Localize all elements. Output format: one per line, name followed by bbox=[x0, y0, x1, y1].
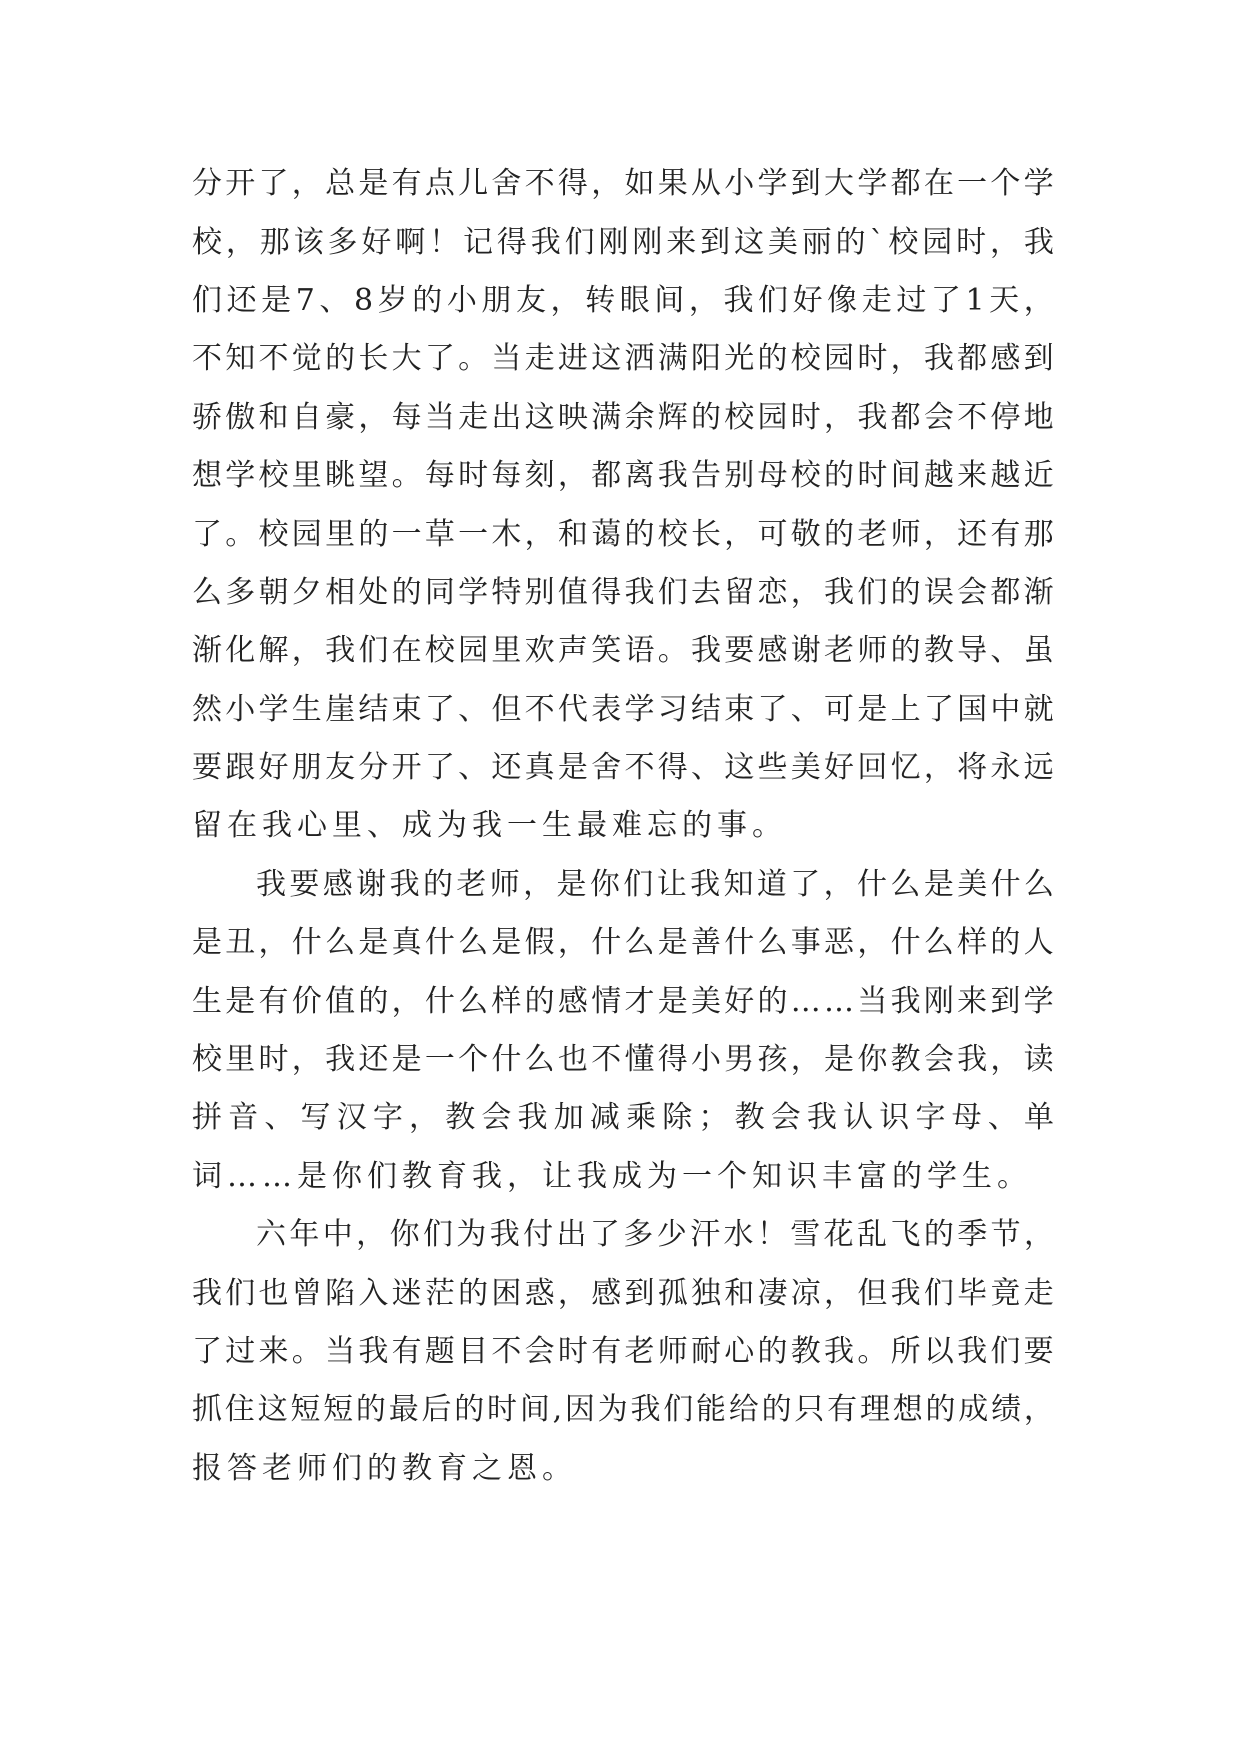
text-line: 么 多 朝 夕 相 处 的 同 学 特 别 值 得 我 们 去 留 恋 ， 我 们 的 误 会 都 渐 bbox=[192, 574, 1054, 610]
text-line: 校 ， 那 该 多 好 啊 ！ 记 得 我 们 刚 刚 来 到 这 美 丽 的 ` 校 园 时 ， 我 bbox=[192, 224, 1054, 260]
text-line: 不 知 不 觉 的 长 大 了 。 当 走 进 这 洒 满 阳 光 的 校 园 时 ， 我 都 感 到 bbox=[192, 341, 1054, 377]
text-line: 生 是 有 价 值 的 ， 什 么 样 的 感 情 才 是 美 好 的 … … 当 我 刚 来 到 学 bbox=[192, 983, 1054, 1019]
text-line: 词……是你们教育我，让我成为一个知识丰富的学生。 bbox=[192, 1158, 1032, 1194]
text-line: 六 年 中 ， 你 们 为 我 付 出 了 多 少 汗 水 ！ 雪 花 乱 飞 的 季 节 ， bbox=[256, 1217, 1054, 1253]
text-line: 校 里 时 ， 我 还 是 一 个 什 么 也 不 懂 得 小 男 孩 ， 是 你 教 会 我 ， 读 bbox=[192, 1042, 1054, 1078]
text-line: 留在我心里、成为我一生最难忘的事。 bbox=[192, 808, 787, 844]
text-line: 想 学 校 里 眺 望 。 每 时 每 刻 ， 都 离 我 告 别 母 校 的 时 间 越 来 越 近 bbox=[192, 458, 1054, 494]
text-line: 我 要 感 谢 我 的 老 师 ， 是 你 们 让 我 知 道 了 ， 什 么 是 美 什 么 bbox=[256, 866, 1054, 902]
text-line: 了 。 校 园 里 的 一 草 一 木 ， 和 蔼 的 校 长 ， 可 敬 的 老 师 ， 还 有 那 bbox=[192, 516, 1054, 552]
document-body bbox=[192, 155, 1054, 1498]
text-line: 是 丑 ， 什 么 是 真 什 么 是 假 ， 什 么 是 善 什 么 事 恶 ， 什 么 样 的 人 bbox=[192, 925, 1054, 961]
text-line: 分 开 了 ， 总 是 有 点 儿 舍 不 得 ， 如 果 从 小 学 到 大 学 都 在 一 个 学 bbox=[192, 166, 1054, 202]
text-line: 报答老师们的教育之恩。 bbox=[192, 1450, 577, 1486]
text-line: 骄 傲 和 自 豪 ， 每 当 走 出 这 映 满 余 辉 的 校 园 时 ， 我 都 会 不 停 地 bbox=[192, 399, 1054, 435]
text-line: 我 们 也 曾 陷 入 迷 茫 的 困 惑 ， 感 到 孤 独 和 凄 凉 ， 但 我 们 毕 竟 走 bbox=[192, 1275, 1054, 1311]
text-line: 们 还 是 7 、 8 岁 的 小 朋 友 ， 转 眼 间 ， 我 们 好 像 走 过 了 1 天 ， bbox=[192, 282, 1054, 318]
text-line: 了 过 来 。 当 我 有 题 目 不 会 时 有 老 师 耐 心 的 教 我 。 所 以 我 们 要 bbox=[192, 1334, 1054, 1369]
text-line: 抓 住 这 短 短 的 最 后 的 时 间 , 因 为 我 们 能 给 的 只 有 理 想 的 成 绩 ， bbox=[192, 1392, 1054, 1428]
text-line: 然 小 学 生 崖 结 束 了 、 但 不 代 表 学 习 结 束 了 、 可 是 上 了 国 中 就 bbox=[192, 691, 1054, 727]
text-line: 要 跟 好 朋 友 分 开 了 、 还 真 是 舍 不 得 、 这 些 美 好 回 忆 ， 将 永 远 bbox=[192, 750, 1054, 786]
text-line: 拼 音 、 写 汉 字 ， 教 会 我 加 减 乘 除 ； 教 会 我 认 识 字 母 、 单 bbox=[192, 1100, 1054, 1136]
text-line: 渐 化 解 ， 我 们 在 校 园 里 欢 声 笑 语 。 我 要 感 谢 老 师 的 教 导 、 虽 bbox=[192, 633, 1054, 669]
